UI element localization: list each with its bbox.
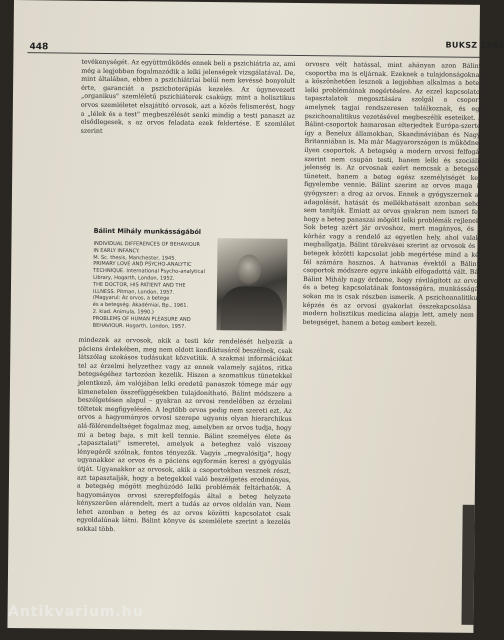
page-number: 448 (29, 42, 49, 53)
works-line: és a betegség. Akadémiai, Bp., 1961. (92, 302, 189, 310)
sidebar-box (93, 227, 290, 333)
document-page (7, 0, 504, 633)
portrait-coat (221, 286, 283, 331)
works-line: ILLNESS. Pitman, London, 1957. (92, 288, 175, 296)
header-rule (27, 52, 479, 58)
works-list (93, 241, 220, 331)
works-line: TECHNIQUE. International Psycho-analytical (93, 268, 205, 276)
body-text-left-bottom: mindezek az orvosok, akik a testi kór rendelését helyezik a páciens érdekében, meg nem oldott konfliktusáról beszélnek, csak látszólag szokásos tudásukat közvetítik. A szakmai információkat tel az érzelmi helyzethez vagy az ennek valamely sajátos, ritka betegségéhez tartozóan kezelik. Hiszen a szomatikus tünetekkel jelentkező, ám valójában lelki eredetű panaszok tömege már egy kimenetelen összefüggésekben tulajdonítható. Bálint módszere a beszélgetésen alapul – gyakran az orvosi rendelőben az érzelmi töltetek megfigyelésén. A legtöbb orvos pedig nem szereti ezt. Az orvos a hagyományos orvosi szerepe ugyanis olyan hierarchikus alá-fölérendeltséget fogalmaz meg, amelyben az orvos tudja, hogy mi a beteg baja, s mit kell tennie. Bálint személyes élete és „tapasztalati" ismeretei, amelyek a beteghez való viszony lényegéről szólnak, fontos tényezők. Vagyis „megvalósítja", hogy ugyanakkor az orvos és a páciens egyformán keresi a gyógyulás útját. Ugyanakkor az orvosok, akik a csoportokban vesznek részt, azt tapasztalják, hogy a betegekkel való beszélgetés eredményes, a betegség mögött meghúzódó lelki problémák feltárhatók. A hagyományos orvosi szerepfelfogás által a beteg helyzete kényszerűen alárendelt, mert a tudás az orvos oldalán van. Nem lehet azonban a beteg és az orvos közötti kapcsolatot csak egyoldalúnak látni. Bálint könyve és szemlélete szerint a kezelés sokkal több. (76, 336, 293, 534)
portrait-face (237, 254, 261, 284)
portrait-photo (217, 238, 288, 331)
works-line: PROBLEMS OF HUMAN PLEASURE AND (92, 315, 191, 323)
body-text-right: orvosra vélt hatással, mint ahányan azon Bálint-csoportba ma is eljárnak. Ezeknek a tulajdonságoknak a köszönhetően lesznek a legjobban alkalmas a beteg lelki problémáinak megértésére. Az ezzel kapcsolatos tapasztalatok megosztására szolgál a csoport, amelynek tagjai rendszeresen találkoznak, és egy pszichoanalitikus vezetésével megbeszélik eseteiket. A Bálint-csoportok hamarosan elterjedtek Európa-szerte, így a Benelux államokban, Skandináviában és Nagy-Britanniában is. Ma már Magyarországon is működnek ilyen csoportok. A betegség a modern orvosi felfogás szerint nem csupán testi, hanem lelki és szociális jelenség is. Az orvosnak ezért nemcsak a betegség tüneteit, hanem a beteg egész személyiségét kell figyelembe vennie. Bálint szerint az orvos maga is gyógyszer: a drog az orvos. Ennek a gyógyszernek az adagolását, hatását és mellékhatásait azonban sehol sem tanítják. Emiatt az orvos gyakran nem ismeri fel, hogy a beteg panaszai mögött lelki problémák rejlenek. Sok beteg azért jár orvoshoz, mert magányos, és a kórház vagy a rendelő az egyetlen hely, ahol valaki meghallgatja. Bálint törekvései szerint az orvosok és a betegek közötti kapcsolat jobb megértése mind a két fél számára hasznos. A hatvanas évektől a Bálint-csoportok módszere egyre inkább elfogadottá vált. Bár Bálint Mihály nagy érdeme, hogy rávilágított az orvos és a beteg kapcsolatának fontosságára, munkásságát sokan ma is csak részben ismerik. A pszichoanalitikus képzés és az orvosi gyakorlat összekapcsolása a modern holisztikus medicina alapja lett, amely nem a betegséget, hanem a beteg embert kezeli. (302, 61, 484, 328)
works-line: 2. kiad. Animula, 1990.) (92, 308, 154, 316)
works-line: IN EARLY INFANCY. (93, 247, 140, 255)
works-line: BEHAVIOUR. Hogarth, London, 1957. (92, 322, 186, 330)
running-head: BUKSZ 1993 (445, 40, 504, 51)
box-title: Bálint Mihály munkásságából (93, 226, 202, 236)
works-line: Library, Hogarth, London, 1952. (93, 274, 175, 282)
works-line: INDIVIDUAL DIFFERENCES OF BEHAVIOUR (93, 240, 201, 248)
works-line: (Magyarul: Az orvos, a betege (92, 295, 170, 303)
page-edge-tab (461, 505, 474, 625)
works-line: THE DOCTOR, HIS PATIENT AND THE (92, 281, 186, 289)
body-text-left-top: tevékenységét. Az együttműködés ennek beli a pszichiátria az, ami még a legjobban fogalmazódik a lelki jelenségek vizsgálatával. De, mint általában, ebben a pszichiátriai belül nem kevéssé bonyolult érte, garanciát a pszichoterápiás kezelés. Az úgynevezett „organikus" szemléletű pszichiáterek csakúgy, mint a holisztikus orvos szemléletet elsajátító orvosok, azt a közös felismerést, hogy a „lélek és a test" megbeszélését senki mindig a testi panaszt az elsődlegesek, s az orvos feladata ezek feldertése. E szemlélet szerint (80, 58, 296, 135)
watermark: Antikvarium.hu (8, 604, 144, 620)
works-line: PRIMARY LOVE AND PSYCHO-ANALYTIC (93, 261, 192, 269)
works-line: M. Sc. thesis, Manchester, 1945. (93, 254, 177, 262)
